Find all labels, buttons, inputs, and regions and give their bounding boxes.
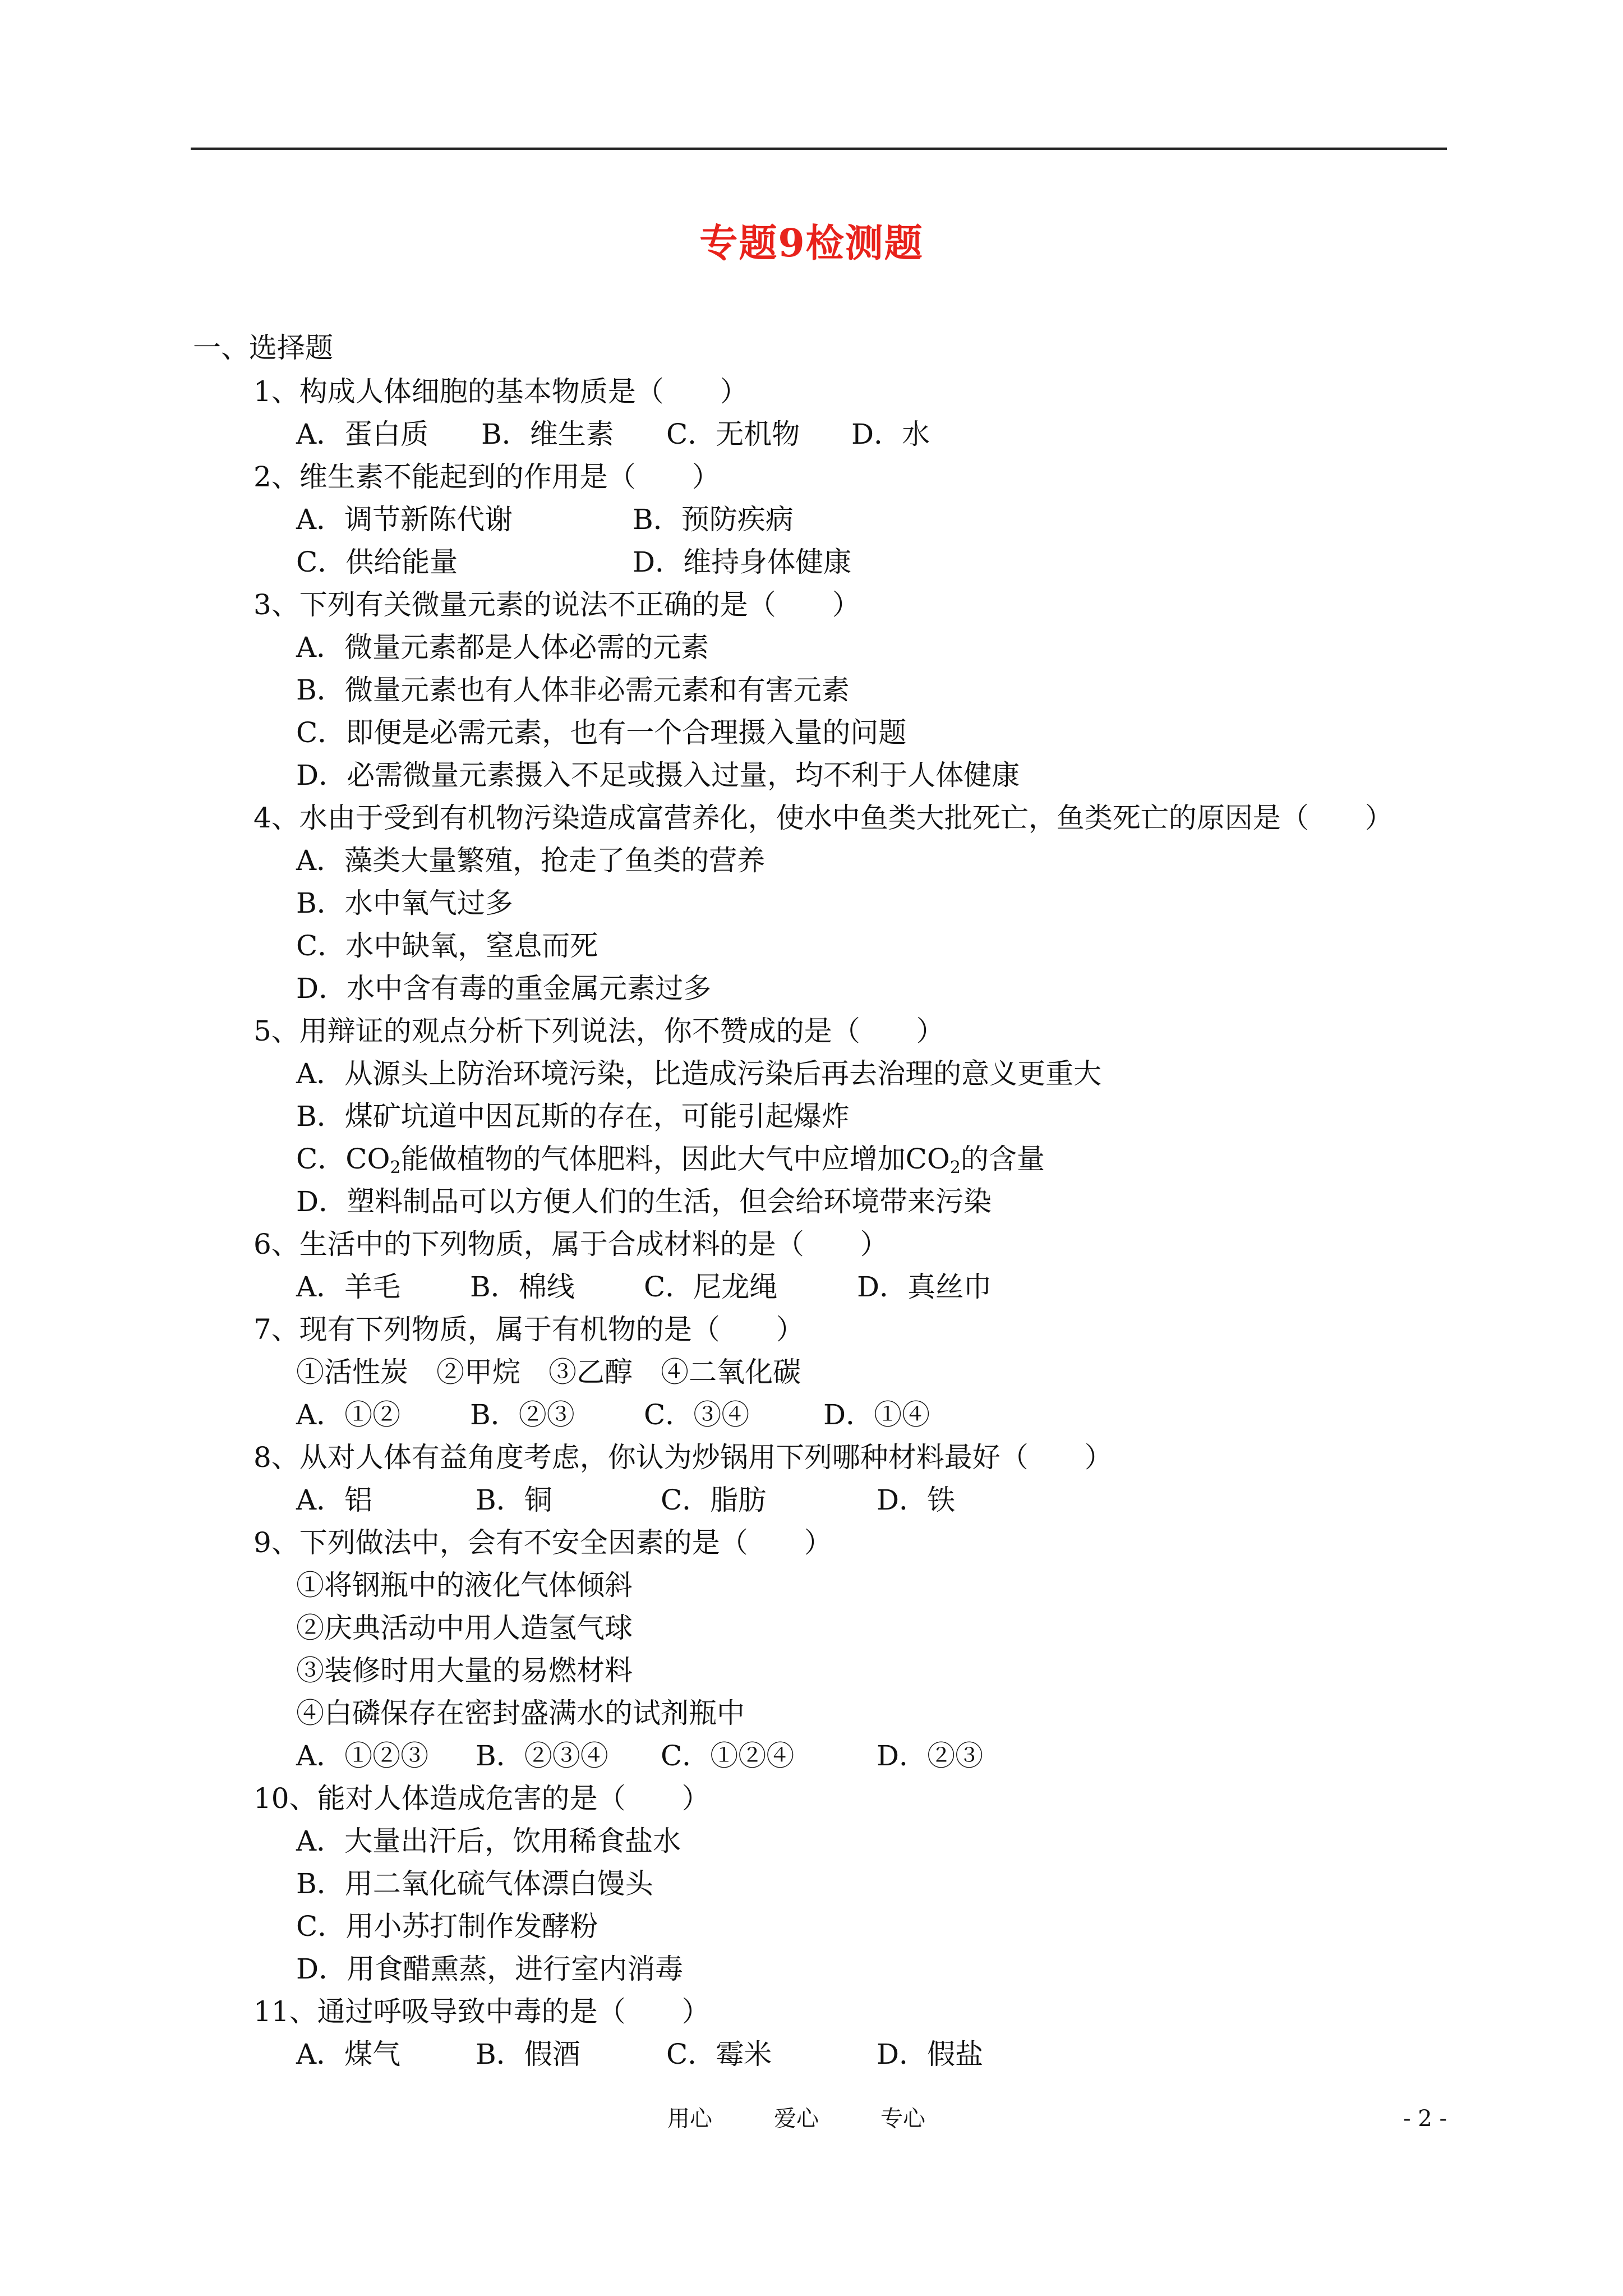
question-2-options-row-1 <box>296 503 794 536</box>
option-a: A．煤气 <box>296 2038 401 2070</box>
option-a: A．羊毛 <box>296 1271 401 1303</box>
question-7-options <box>296 1398 930 1432</box>
option-b: B．②③④ <box>476 1740 608 1772</box>
question-4-option-a: A．藻类大量繁殖，抢走了鱼类的营养 <box>296 844 766 877</box>
question-6-options <box>296 1270 992 1304</box>
option-c: C．①②④ <box>661 1740 795 1772</box>
question-9-item-3: ③装修时用大量的易燃材料 <box>296 1654 633 1687</box>
option-a: A．①② <box>296 1398 401 1431</box>
question-11-stem: 11、通过呼吸导致中毒的是（ ） <box>253 1995 710 2028</box>
question-3-option-a: A．微量元素都是人体必需的元素 <box>296 631 709 664</box>
option-c: C．尼龙绳 <box>644 1271 778 1303</box>
question-10-option-a: A．大量出汗后，饮用稀食盐水 <box>296 1825 681 1857</box>
question-10-option-c: C．用小苏打制作发酵粉 <box>296 1910 598 1943</box>
question-3-option-c: C．即便是必需元素，也有一个合理摄入量的问题 <box>296 716 907 749</box>
question-9-stem: 9、下列做法中，会有不安全因素的是（ ） <box>253 1526 832 1559</box>
question-2-stem: 2、维生素不能起到的作用是（ ） <box>253 461 720 493</box>
option-d: D．①④ <box>823 1398 930 1431</box>
option-c: C．无机物 <box>666 418 800 450</box>
question-6-stem: 6、生活中的下列物质，属于合成材料的是（ ） <box>253 1228 888 1260</box>
option-c: C．③④ <box>644 1398 750 1431</box>
option-a: A．蛋白质 <box>296 418 429 450</box>
footer-motto-word: 专心 <box>880 2106 925 2132</box>
question-4-stem: 4、水由于受到有机物污染造成富营养化，使水中鱼类大批死亡，鱼类死亡的原因是（ ） <box>253 802 1393 834</box>
question-7-stem: 7、现有下列物质，属于有机物的是（ ） <box>253 1313 804 1346</box>
option-b: B．铜 <box>476 1484 552 1516</box>
option-d: D．铁 <box>877 1484 956 1516</box>
option-b: B．棉线 <box>470 1271 575 1303</box>
footer-motto <box>667 2105 987 2133</box>
option-a: A．铝 <box>296 1484 373 1516</box>
option-d: D．水 <box>851 418 930 450</box>
question-1-stem: 1、构成人体细胞的基本物质是（ ） <box>253 375 748 408</box>
question-9-item-4: ④白磷保存在密封盛满水的试剂瓶中 <box>296 1697 745 1729</box>
question-5-option-a: A．从源头上防治环境污染，比造成污染后再去治理的意义更重大 <box>296 1057 1102 1090</box>
option-d: D．②③ <box>877 1740 984 1772</box>
question-8-stem: 8、从对人体有益角度考虑，你认为炒锅用下列哪种材料最好（ ） <box>253 1441 1113 1474</box>
option-d: D．维持身体健康 <box>633 546 852 578</box>
question-8-options <box>296 1483 955 1517</box>
question-11-options <box>296 2037 983 2071</box>
question-7-items: ①活性炭 ②甲烷 ③乙醇 ④二氧化碳 <box>296 1356 801 1388</box>
question-10-option-d: D．用食醋熏蒸，进行室内消毒 <box>296 1953 684 1985</box>
option-c: C．霉米 <box>666 2038 772 2070</box>
footer-motto-word: 用心 <box>667 2106 712 2132</box>
question-4-option-b: B．水中氧气过多 <box>296 887 513 919</box>
question-1-options <box>296 417 930 451</box>
question-4-option-d: D．水中含有毒的重金属元素过多 <box>296 972 712 1005</box>
option-b: B．假酒 <box>476 2038 580 2070</box>
question-5-option-d: D．塑料制品可以方便人们的生活，但会给环境带来污染 <box>296 1185 992 1218</box>
question-2-options-row-2 <box>296 545 851 579</box>
option-b: B．维生素 <box>481 418 614 450</box>
option-c: C．脂肪 <box>661 1484 767 1516</box>
question-4-option-c: C．水中缺氧，窒息而死 <box>296 930 598 962</box>
question-5-stem: 5、用辩证的观点分析下列说法，你不赞成的是（ ） <box>253 1015 944 1047</box>
question-3-stem: 3、下列有关微量元素的说法不正确的是（ ） <box>253 588 860 621</box>
question-10-stem: 10、能对人体造成危害的是（ ） <box>253 1782 710 1815</box>
option-b: B．预防疾病 <box>633 503 794 536</box>
section-heading: 一、选择题 <box>193 332 333 364</box>
header-rule <box>191 148 1447 150</box>
question-9-options <box>296 1739 983 1773</box>
question-3-option-b: B．微量元素也有人体非必需元素和有害元素 <box>296 674 850 706</box>
question-5-option-b: B．煤矿坑道中因瓦斯的存在，可能引起爆炸 <box>296 1100 850 1133</box>
option-b: B．②③ <box>470 1398 575 1431</box>
footer-motto-word: 爱心 <box>774 2106 819 2132</box>
option-a: A．调节新陈代谢 <box>296 503 513 536</box>
question-3-option-d: D．必需微量元素摄入不足或摄入过量，均不利于人体健康 <box>296 759 1020 792</box>
question-9-item-2: ②庆典活动中用人造氢气球 <box>296 1612 633 1644</box>
option-c: C．供给能量 <box>296 546 458 578</box>
option-d: D．假盐 <box>877 2038 984 2070</box>
question-10-option-b: B．用二氧化硫气体漂白馒头 <box>296 1867 653 1900</box>
page-title: 专题9检测题 <box>699 221 924 266</box>
option-a: A．①②③ <box>296 1740 429 1772</box>
question-5-option-c: C．$CO_2$能做植物的气体肥料，因此大气中应增加$CO_2$的含量 <box>296 1143 1045 1177</box>
page-number: - 2 - <box>1403 2106 1447 2132</box>
option-d: D．真丝巾 <box>857 1271 992 1303</box>
question-9-item-1: ①将钢瓶中的液化气体倾斜 <box>296 1569 633 1602</box>
